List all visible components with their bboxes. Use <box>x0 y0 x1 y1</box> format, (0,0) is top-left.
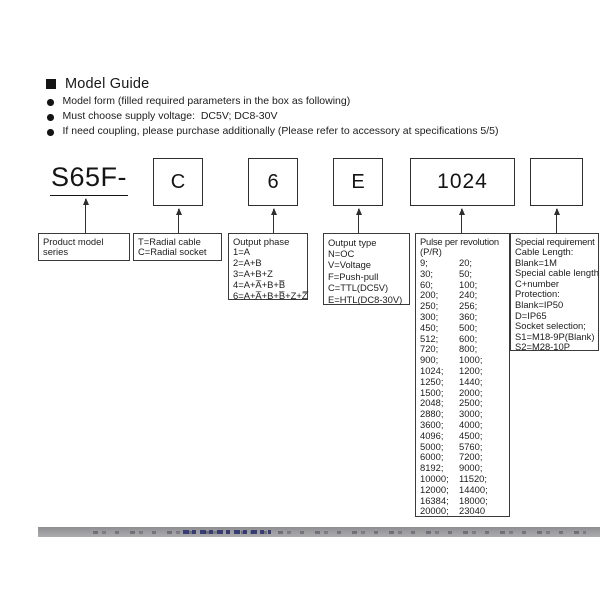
model-series <box>50 162 128 196</box>
legend-output-type <box>323 233 410 305</box>
pulse-value-left: 900; <box>420 354 439 366</box>
legend-line: D=IP65 <box>515 309 547 321</box>
model-segment-connection: C <box>153 158 203 206</box>
bullet-item <box>47 111 566 123</box>
legend-line: Protection: <box>515 288 560 300</box>
pulse-value-right: 600; <box>459 332 478 344</box>
pulse-rows <box>420 258 505 517</box>
pulse-value-left: 6000; <box>420 451 444 463</box>
arrow-up-icon <box>461 209 462 233</box>
pulse-value-left: 3600; <box>420 419 444 431</box>
pulse-value-right: 240; <box>459 289 478 301</box>
model-series-text: S65F- <box>50 162 128 196</box>
legend-line: Special cable length <box>515 267 599 279</box>
pulse-value-right: 50; <box>459 267 473 279</box>
section-title: Model Guide <box>65 76 150 92</box>
pulse-value-left: 720; <box>420 343 439 355</box>
pulse-value-left: 9; <box>420 257 428 269</box>
legend-option: 4=A+A̅+B+B̅ <box>233 279 286 291</box>
pulse-row <box>420 485 505 496</box>
pulse-value-right: 14400; <box>459 483 488 495</box>
legend-option: V=Voltage <box>328 259 372 271</box>
pulse-value-right: 5760; <box>459 440 483 452</box>
bullet-list <box>46 96 566 138</box>
legend-line: S1=M18-9P(Blank) <box>515 330 595 342</box>
legend-line: T=Radial cable <box>138 235 201 247</box>
legend-line: series <box>43 246 69 258</box>
pulse-value-right: 11520; <box>459 473 487 485</box>
bullet-icon <box>47 99 54 106</box>
footer-bar <box>38 527 600 537</box>
pulse-value-left: 1250; <box>420 375 444 387</box>
pulse-value-right: 3000; <box>459 408 483 420</box>
pulse-value-right: 18000; <box>459 494 488 506</box>
legend-special-requirement <box>510 233 599 351</box>
legend-option: 3=A+B+Z <box>233 268 273 280</box>
legend-title: Special requirement <box>515 235 595 247</box>
pulse-row <box>420 506 505 517</box>
legend-product-series <box>38 233 130 261</box>
legend-lines <box>138 237 217 259</box>
pulse-value-right: 1000; <box>459 354 483 366</box>
pulse-value-right: 100; <box>459 278 478 290</box>
legend-lines <box>515 246 599 353</box>
model-segment-output-type: E <box>333 158 383 206</box>
legend-line: S2=M28-10P <box>515 341 570 353</box>
legend-option: N=OC <box>328 247 355 259</box>
pulse-value-left: 512; <box>420 332 439 344</box>
footer-text-clipped <box>93 531 586 534</box>
pulse-value-right: 360; <box>459 311 478 323</box>
pulse-value-right: 2500; <box>459 397 483 409</box>
legend-options <box>328 248 405 305</box>
pulse-value-right: 256; <box>459 300 478 312</box>
pulse-value-left: 2048; <box>420 397 444 409</box>
legend-line: C+number <box>515 277 560 289</box>
legend-option: C=TTL(DC5V) <box>328 282 389 294</box>
legend-options <box>233 246 308 302</box>
footer-text-clipped-blue <box>183 530 271 534</box>
pulse-value-left: 12000; <box>420 483 449 495</box>
section-title-row <box>46 76 566 92</box>
pulse-value-right: 1200; <box>459 365 483 377</box>
pulse-value-left: 10000; <box>420 473 449 485</box>
section-square-icon <box>46 79 56 89</box>
bullet-icon <box>47 114 54 121</box>
legend-option: F=Push-pull <box>328 270 379 282</box>
legend-subtitle: (P/R) <box>420 246 442 258</box>
legend-option: 6=A+A̅+B+B̅+Z+Z̅ <box>233 290 308 302</box>
legend-option: E=HTL(DC8-30V) <box>328 293 403 305</box>
pulse-value-left: 30; <box>420 267 434 279</box>
legend-line: C=Radial socket <box>138 246 207 258</box>
legend-title: Output type <box>328 236 377 248</box>
pulse-value-right: 23040 <box>459 505 486 517</box>
legend-option: 2=A+B <box>233 257 262 269</box>
legend-line: Cable Length: <box>515 246 574 258</box>
pulse-value-right: 800; <box>459 343 478 355</box>
pulse-value-left: 200; <box>420 289 439 301</box>
legend-option: 1=A <box>233 246 250 258</box>
pulse-value-left: 16384; <box>420 494 449 506</box>
bullet-text: If need coupling, please purchase additionally (Please refer to accessory at specifications 5/5) <box>62 125 499 137</box>
arrow-up-icon <box>556 209 557 233</box>
pulse-value-left: 300; <box>420 311 439 323</box>
legend-title: Output phase <box>233 235 290 247</box>
pulse-value-right: 500; <box>459 321 478 333</box>
legend-output-phase <box>228 233 308 300</box>
model-segment-pulse: 1024 <box>410 158 515 206</box>
pulse-value-left: 4096; <box>420 429 444 441</box>
legend-line: Product model <box>43 235 104 247</box>
arrow-up-icon <box>273 209 274 233</box>
pulse-value-right: 4500; <box>459 429 483 441</box>
pulse-value-right: 4000; <box>459 419 483 431</box>
legend-pulse-per-revolution <box>415 233 510 517</box>
legend-line: Socket selection; <box>515 320 586 332</box>
bullet-text: Must choose supply voltage: DC5V; DC8-30V <box>62 110 278 122</box>
pulse-value-left: 1500; <box>420 386 444 398</box>
legend-lines <box>43 237 125 259</box>
pulse-value-left: 2880; <box>420 408 444 420</box>
pulse-value-left: 20000; <box>420 505 449 517</box>
pulse-value-right: 9000; <box>459 462 483 474</box>
pulse-value-left: 60; <box>420 278 434 290</box>
legend-title: Pulse per revolution <box>420 235 499 247</box>
pulse-value-right: 2000; <box>459 386 483 398</box>
bullet-text: Model form (filled required parameters in the box as following) <box>62 95 351 107</box>
model-guide-section <box>46 76 566 141</box>
arrow-up-icon <box>178 209 179 233</box>
legend-line: Blank=IP50 <box>515 299 564 311</box>
model-segment-output-phase: 6 <box>248 158 298 206</box>
pulse-value-left: 250; <box>420 300 439 312</box>
bullet-item <box>47 96 566 108</box>
arrow-up-icon <box>358 209 359 233</box>
pulse-value-right: 20; <box>459 257 473 269</box>
pulse-value-left: 8192; <box>420 462 444 474</box>
model-segment-special <box>530 158 583 206</box>
legend-line: Blank=1M <box>515 256 557 268</box>
bullet-icon <box>47 129 54 136</box>
pulse-value-left: 450; <box>420 321 439 333</box>
legend-connection <box>133 233 222 261</box>
pulse-value-right: 1440; <box>459 375 483 387</box>
arrow-up-icon <box>85 199 86 233</box>
pulse-value-right: 7200; <box>459 451 483 463</box>
pulse-value-left: 1024; <box>420 365 444 377</box>
bullet-item <box>47 126 566 138</box>
pulse-value-left: 5000; <box>420 440 444 452</box>
